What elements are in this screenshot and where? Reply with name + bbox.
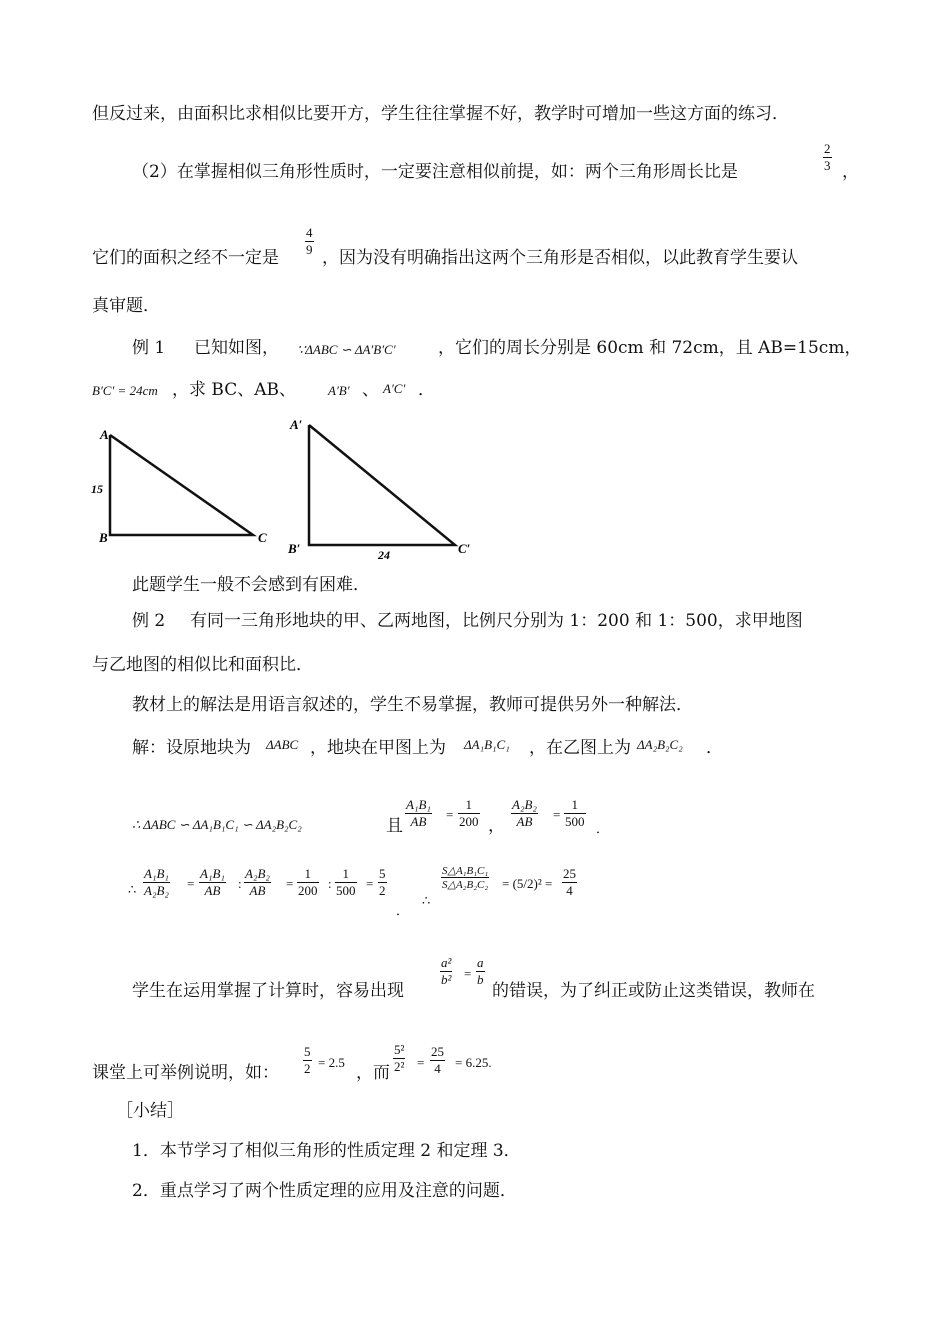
fraction xyxy=(430,1044,445,1077)
equals-sign: = xyxy=(187,876,195,891)
numerator: S△A₁B₁C₁ xyxy=(442,865,489,877)
denominator: 500 xyxy=(336,883,356,898)
paragraph-text: 课堂上可举例说明，如： xyxy=(92,1063,279,1083)
numerator: 25 xyxy=(563,866,576,881)
paragraph-text: 的错误，为了纠正或防止这类错误，教师在 xyxy=(492,981,815,1001)
math-expression: = 6.25. xyxy=(455,1055,492,1070)
paragraph-text xyxy=(132,164,738,181)
math-expression: ΔA₂B₂C₂ xyxy=(637,737,683,752)
vertex-label-b-prime: B′ xyxy=(288,541,301,556)
numerator: 5 xyxy=(379,866,386,881)
denominator: 2² xyxy=(394,1059,405,1074)
fraction xyxy=(303,1044,312,1077)
equals-sign: = xyxy=(553,807,561,822)
denominator: 200 xyxy=(459,814,479,829)
paragraph-text: 但反过来，由面积比求相似比要开方，学生往往掌握不好，教学时可增加一些这方面的练习． xyxy=(92,104,789,124)
similarity-statement: ∴ ΔABC ∽ ΔA₁B₁C₁ ∽ ΔA₂B₂C₂ xyxy=(132,817,302,832)
math-expression: ∵ΔABC ∽ ΔA′B′C′ xyxy=(297,342,396,357)
paragraph-text: 已知如图， xyxy=(194,338,279,358)
fraction xyxy=(244,866,271,899)
numerator: a xyxy=(477,955,484,970)
paragraph-text: ，它们的周长分别是 60cm 和 72cm，且 AB=15cm， xyxy=(438,338,862,358)
math-expression: ΔABC xyxy=(266,737,299,752)
numerator: A₁B₁ xyxy=(406,797,431,812)
fraction xyxy=(305,225,314,258)
numerator: 25 xyxy=(431,1044,444,1059)
punctuation: ． xyxy=(396,903,410,918)
example-label: 例 2 xyxy=(132,611,166,631)
denominator: AB xyxy=(199,882,226,899)
numerator: A₂B₂ xyxy=(512,797,537,812)
ratio-colon: : xyxy=(238,876,242,891)
denominator: 2 xyxy=(304,1061,311,1076)
section-heading: ［小结］ xyxy=(116,1101,184,1121)
vertex-label-c-prime: C′ xyxy=(458,541,471,556)
punctuation: ． xyxy=(418,380,435,400)
triangle-figures xyxy=(90,415,510,560)
therefore-symbol: ∴ xyxy=(422,893,431,908)
punctuation: ， xyxy=(488,816,505,836)
fraction xyxy=(297,866,319,899)
denominator: A₂B₂ xyxy=(144,883,169,898)
vertex-label-a-prime: A′ xyxy=(290,417,303,432)
paragraph-text: 真审题． xyxy=(92,296,160,316)
numerator: A₂B₂ xyxy=(245,866,270,881)
numerator: A₁B₁ xyxy=(200,866,225,881)
equals-sign: = xyxy=(417,1055,425,1070)
fraction xyxy=(562,866,577,899)
side-label-15: 15 xyxy=(91,482,103,496)
fraction xyxy=(458,797,480,830)
paragraph-text: 学生在运用掌握了计算时，容易出现 xyxy=(132,981,404,1001)
punctuation: ． xyxy=(706,738,723,758)
numerator: 5² xyxy=(394,1042,405,1057)
math-expression: ΔA₁B₁C₁ xyxy=(464,737,510,752)
math-expression: B′C′ = 24cm xyxy=(92,383,158,398)
fraction xyxy=(564,797,586,830)
math-expression: A′B′ xyxy=(328,383,350,398)
list-item: 1．本节学习了相似三角形的性质定理 2 和定理 3． xyxy=(132,1141,521,1161)
example-label: 例 1 xyxy=(132,338,166,358)
fraction xyxy=(335,866,357,899)
numerator: A₁B₁ xyxy=(144,866,169,881)
triangle-abc-prime xyxy=(287,417,471,560)
vertex-label-b: B xyxy=(99,530,108,545)
equals-sign: = xyxy=(366,876,374,891)
numerator: 1 xyxy=(342,866,349,881)
paragraph-text: 有同一三角形地块的甲、乙两地图，比例尺分别为 1：200 和 1：500，求甲地图 xyxy=(190,611,803,631)
punctuation: 、 xyxy=(362,380,379,400)
math-expression: A′C′ xyxy=(383,381,406,396)
fraction xyxy=(393,1042,405,1075)
numerator: 1 xyxy=(465,797,472,812)
punctuation: ， xyxy=(842,162,859,182)
denominator: 3 xyxy=(824,158,831,173)
fraction xyxy=(440,955,452,988)
fraction xyxy=(143,866,170,899)
numerator: 1 xyxy=(571,797,578,812)
paragraph-text: 与乙地图的相似比和面积比． xyxy=(92,655,313,675)
side-label-24: 24 xyxy=(378,548,390,560)
punctuation: ． xyxy=(596,821,610,836)
numerator: 2 xyxy=(824,141,831,156)
denominator: AB xyxy=(405,813,432,830)
equals-sign: = xyxy=(286,876,294,891)
paragraph-text: ，而 xyxy=(356,1063,390,1083)
paragraph-text: 教材上的解法是用语言叙述的，学生不易掌握，教师可提供另外一种解法． xyxy=(132,695,693,715)
fraction xyxy=(511,797,538,830)
paragraph-text: ，地块在甲图上为 xyxy=(310,738,446,758)
denominator: b² xyxy=(441,972,452,987)
denominator: 4 xyxy=(430,1060,445,1077)
equals-sign: = xyxy=(446,807,454,822)
numerator: 4 xyxy=(306,225,313,240)
paragraph-text: 解：设原地块为 xyxy=(132,738,251,758)
denominator: S△A₂B₂C₂ xyxy=(442,879,489,891)
paragraph-text: 它们的面积之经不一定是 xyxy=(92,248,279,268)
paragraph-text: ，因为没有明确指出这两个三角形是否相似，以此教育学生要认 xyxy=(322,248,798,268)
fraction xyxy=(823,141,832,174)
denominator: 4 xyxy=(562,882,577,899)
therefore-symbol: ∴ xyxy=(128,882,137,897)
math-expression: = 2.5 xyxy=(318,1055,345,1070)
vertex-label-a: A xyxy=(100,427,109,442)
denominator: 500 xyxy=(565,814,585,829)
fraction xyxy=(405,797,432,830)
list-item: 2．重点学习了两个性质定理的应用及注意的问题． xyxy=(132,1181,517,1201)
fraction xyxy=(476,955,485,988)
ratio-colon: : xyxy=(328,876,332,891)
paragraph-text: ，求 BC、AB、 xyxy=(172,380,296,400)
equals-sign: = xyxy=(464,966,472,981)
vertex-label-c: C xyxy=(258,530,267,545)
triangle-abc xyxy=(91,427,267,545)
fraction xyxy=(199,866,226,899)
fraction xyxy=(441,864,489,891)
denominator: 2 xyxy=(379,883,386,898)
paragraph-text: 此题学生一般不会感到有困难． xyxy=(132,575,370,595)
numerator: 1 xyxy=(304,866,311,881)
numerator: 5 xyxy=(304,1044,311,1059)
denominator: AB xyxy=(244,882,271,899)
paragraph-text: 且 xyxy=(386,816,403,836)
math-expression: = (5/2)² = xyxy=(502,876,553,891)
fraction xyxy=(378,866,387,899)
text-span: （2）在掌握相似三角形性质时，一定要注意相似前提，如：两个三角形周长比是 xyxy=(132,162,738,182)
denominator: 200 xyxy=(298,883,318,898)
denominator: 9 xyxy=(306,242,313,257)
paragraph-text: ，在乙图上为 xyxy=(529,738,631,758)
numerator: a² xyxy=(441,955,452,970)
denominator: b xyxy=(477,972,484,987)
denominator: AB xyxy=(511,813,538,830)
